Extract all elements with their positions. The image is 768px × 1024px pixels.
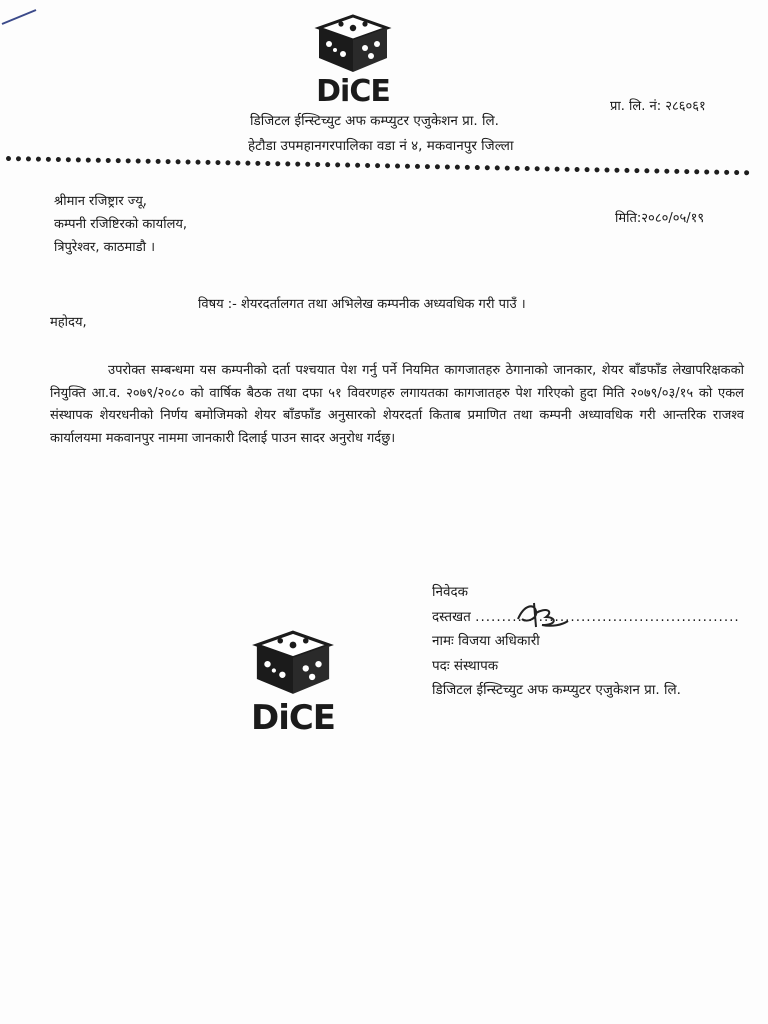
- pen-stroke-mark: [0, 0, 60, 40]
- signer-position: पदः संस्थापक: [432, 657, 499, 674]
- dice-logo-stamp: [250, 628, 336, 738]
- signer-name: नामः विजया अधिकारी: [432, 633, 540, 649]
- signer-organization: डिजिटल ईन्स्टिच्युट अफ कम्प्युटर एजुकेशन प्रा. लि.: [432, 682, 681, 698]
- recipient-line-1: श्रीमान रजिष्ट्रार ज्यू,: [54, 194, 147, 209]
- handwritten-signature: [512, 597, 572, 631]
- header-divider: [6, 156, 750, 175]
- signature-dots: ..................................................: [475, 608, 740, 625]
- logo-wordmark: DiCE: [316, 74, 390, 109]
- recipient-line-3: त्रिपुरेश्वर, काठमाडौ ।: [54, 240, 156, 255]
- org-name-header: डिजिटल ईन्स्टिच्युट अफ कम्प्युटर एजुकेशन प्रा. लि.: [250, 113, 499, 129]
- dice-cube-icon: [312, 12, 394, 74]
- dice-cube-icon: [250, 628, 336, 696]
- org-address-header: हेटौडा उपमहानगरपालिका वडा नं ४, मकवानपुर जिल्ला: [248, 138, 514, 154]
- recipient-line-2: कम्पनी रजिष्टिरको कार्यालय,: [54, 217, 188, 232]
- applicant-label: निवेदक: [432, 584, 469, 600]
- letter-date: मिति:२०८०/०५/१९: [615, 211, 705, 226]
- recipient-address: [54, 190, 187, 259]
- logo-wordmark: DiCE: [250, 698, 336, 738]
- signature-block: [432, 580, 740, 703]
- letter-subject: विषय :- शेयरदर्तालगत तथा अभिलेख कम्पनीक अध्यवधिक गरी पाउँ ।: [198, 297, 526, 312]
- signature-row: [432, 605, 740, 630]
- letter-body: उपरोक्त सम्बन्धमा यस कम्पनीको दर्ता पश्चयात पेश गर्नु पर्ने नियमित कागजातहरु ठेगानाको जानकार, शेयर बाँडफाँड लेखापरिक्षकको नियुक्ति आ.व. २०७९/२०८० को वार्षिक बैठक तथा दफा ५१ विवरणहरु लगायतका कागजातहरु पेश गरिएको हुदा मिति २०७९/०३/१५ को एकल संस्थापक शेयरधनीको निर्णय बमोजिमको शेयर बाँडफाँड अनुसारको शेयरदर्ता किताब प्रमाणित तथा कम्पनी अध्यावधिक गरी आन्तरिक राजश्व कार्यालयमा मकवानपुर नाममा जानकारी दिलाई पाउन सादर अनुरोध गर्दछु।: [50, 363, 744, 446]
- signature-label: दस्तखत: [432, 608, 471, 625]
- registration-number: प्रा. लि. नं: २८६०६१: [610, 99, 706, 114]
- salutation: महोदय,: [50, 315, 87, 330]
- dice-logo-top: [312, 12, 394, 109]
